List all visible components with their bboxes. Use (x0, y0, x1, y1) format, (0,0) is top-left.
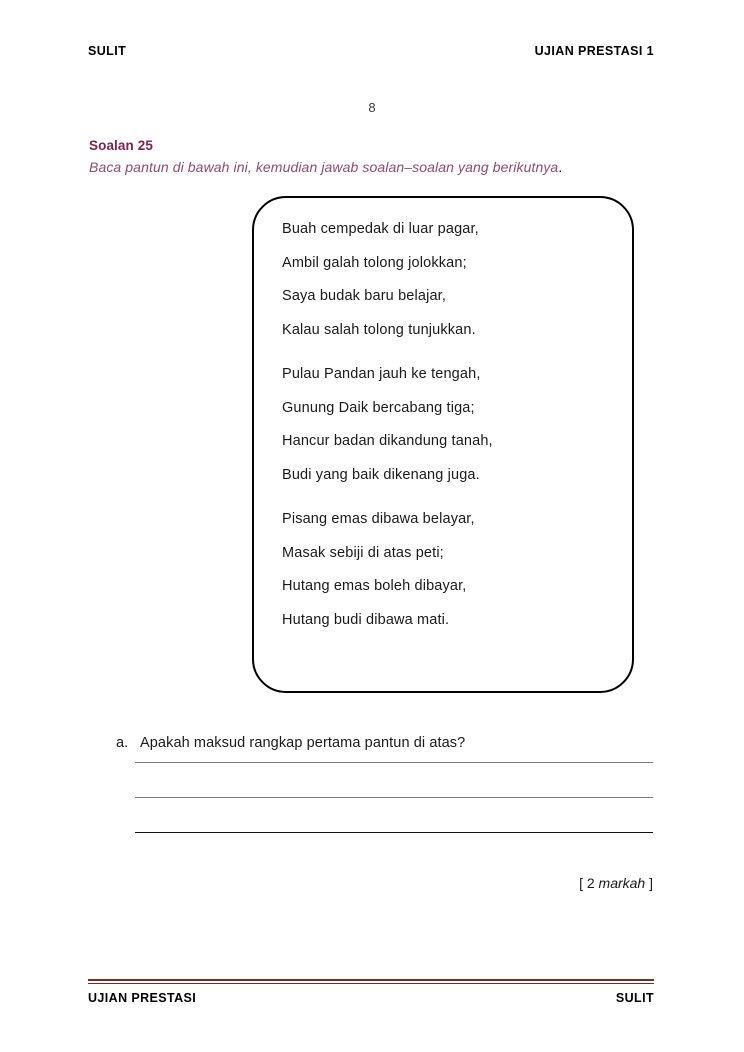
marks-value: 2 (586, 875, 595, 891)
footer-confidential-label: SULIT (615, 991, 654, 1005)
pantun-stanza (282, 222, 632, 337)
pantun-line: Gunung Daik bercabang tiga; (282, 399, 475, 416)
question-instruction-period: . (558, 159, 563, 175)
header-confidential-label: SULIT (88, 44, 127, 58)
marks-word: markah (598, 875, 646, 891)
marks-allocation (0, 875, 653, 891)
pantun-box (252, 196, 634, 693)
question-instruction-text: Baca pantun di bawah ini, kemudian jawab soalan–soalan yang berikutnya (89, 159, 559, 175)
pantun-line: Kalau salah tolong tunjukkan. (282, 321, 476, 338)
answer-lines[interactable] (135, 762, 653, 833)
pantun-content (254, 198, 632, 627)
pantun-line: Buah cempedak di luar pagar, (282, 221, 479, 237)
answer-line-2[interactable] (135, 797, 653, 798)
pantun-stanza (282, 512, 632, 627)
question-instruction (89, 159, 562, 175)
page-footer (88, 991, 654, 1005)
marks-open-bracket: [ (579, 875, 583, 891)
pantun-line: Masak sebiji di atas peti; (282, 544, 444, 561)
page-number: 8 (368, 100, 376, 115)
question-a-text: Apakah maksud rangkap pertama pantun di atas? (140, 735, 466, 751)
question-heading: Soalan 25 (89, 138, 153, 153)
pantun-line: Pulau Pandan jauh ke tengah, (282, 366, 481, 382)
question-a-marker: a. (116, 735, 129, 751)
question-a (116, 735, 465, 751)
answer-line-3[interactable] (135, 832, 653, 833)
pantun-line: Hancur badan dikandung tanah, (282, 433, 493, 449)
pantun-line: Budi yang baik dikenang juga. (282, 466, 480, 483)
footer-divider (88, 979, 654, 984)
pantun-line: Hutang emas boleh dibayar, (282, 578, 467, 594)
header-exam-title: UJIAN PRESTASI 1 (534, 44, 654, 58)
pantun-line: Saya budak baru belajar, (282, 288, 447, 304)
pantun-line: Pisang emas dibawa belayar, (282, 511, 475, 527)
page-header (88, 44, 654, 58)
pantun-stanza (282, 367, 632, 482)
marks-close-bracket: ] (649, 875, 653, 891)
pantun-line: Hutang budi dibawa mati. (282, 611, 450, 628)
pantun-line: Ambil galah tolong jolokkan; (282, 254, 467, 271)
answer-line-1[interactable] (135, 762, 653, 763)
footer-exam-title: UJIAN PRESTASI (88, 991, 197, 1005)
